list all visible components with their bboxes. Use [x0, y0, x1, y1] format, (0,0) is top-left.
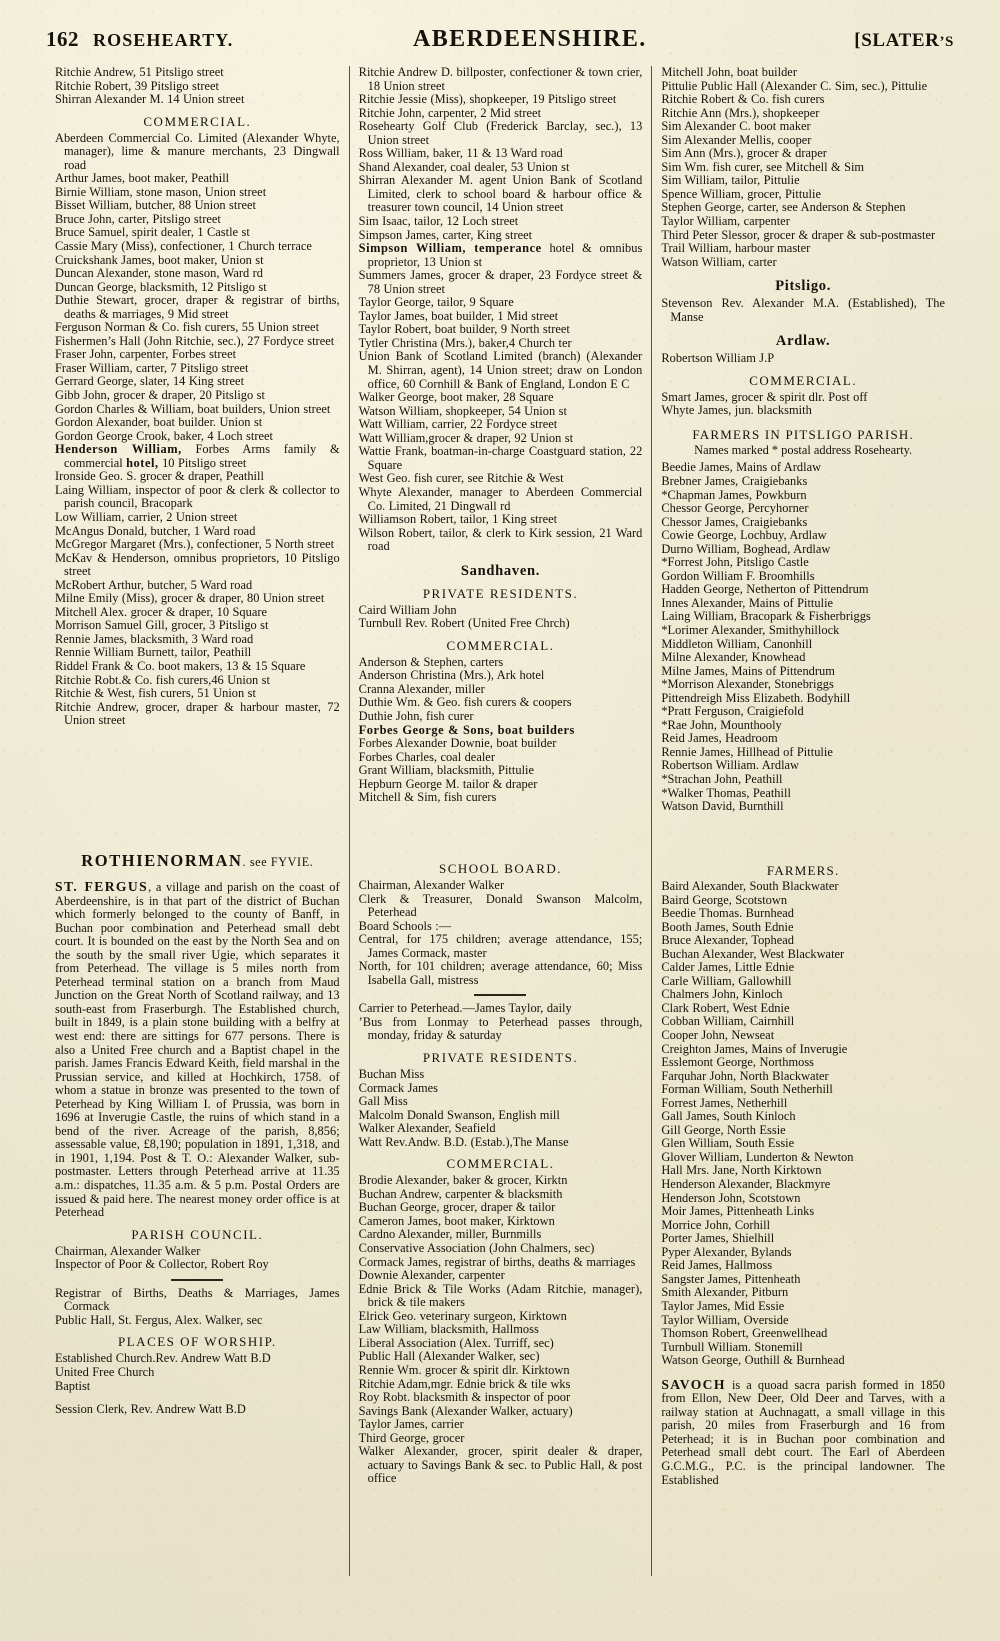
list-item: Malcolm Donald Swanson, English mill [358, 1107, 560, 1122]
list-item: Ritchie Andrew, grocer, draper & harbour master, 72 Union street [55, 699, 340, 728]
running-head-town: ROSEHEARTY. [93, 30, 234, 50]
rosehearty-commercial-list [55, 132, 340, 728]
list-item: Mitchell & Sim, fish curers [358, 790, 497, 805]
list-item: Mitchell Alex. grocer & draper, 10 Square [55, 604, 268, 619]
list-item: Ritchie Jessie (Miss), shopkeeper, 19 Pitsligo street [358, 92, 617, 107]
page-number: 162 [46, 27, 79, 51]
list-item: Liberal Association (Alex. Turriff, sec) [358, 1335, 554, 1350]
list-item: Anderson & Stephen, carters [358, 654, 504, 669]
rothienorman-cross-reference: . see FYVIE. [242, 855, 314, 869]
list-item: Bruce Samuel, spirit dealer, 1 Castle st [55, 225, 250, 240]
list-item: Stevenson Rev. Alexander M.A. (Established), The Manse [661, 296, 945, 324]
list-item: Inspector of Poor & Collector, Robert Roy [55, 1257, 269, 1272]
farmers-asterisk-note: Names marked * postal address Rosehearty. [694, 442, 913, 457]
list-item: Cobban William, Cairnhill [661, 1014, 795, 1029]
place-heading-ardlaw: Ardlaw. [775, 333, 831, 350]
ardlaw-commercial-list [661, 391, 945, 418]
simpson-name: Simpson William, temperance [358, 241, 542, 256]
list-item: Rennie James, blacksmith, 3 Ward road [55, 631, 254, 646]
bottom-column-3 [651, 836, 954, 1576]
list-item: Central, for 175 children; average attendance, 155; James Cormack, master [358, 932, 643, 960]
list-item: Sangster James, Pittenheath [661, 1271, 801, 1286]
list-item: Henderson Alexander, Blackmyre [661, 1177, 831, 1192]
list-item: Shirran Alexander M. agent Union Bank of Scotland Limited, clerk to school board & harbour office & treasurer town council, 14 Union street [358, 173, 643, 215]
list-item: Moir James, Pittenheath Links [661, 1204, 815, 1219]
list-item-simpson [359, 242, 643, 269]
list-item: Robertson William. Ardlaw [661, 758, 800, 773]
list-item-henderson [55, 443, 340, 470]
sandhaven-commercial-list [359, 656, 643, 805]
list-item: Cranna Alexander, miller [358, 681, 485, 696]
savoch-description [661, 1378, 945, 1487]
list-item: Union Bank of Scotland Limited (branch) (Alexander M. Shirran, agent), 14 Union street; draw on London office, 60 Cornhill & Bank of England, London E C [358, 349, 643, 391]
list-item: Durno William, Boghead, Ardlaw [661, 541, 831, 556]
list-item: Sim Ann (Mrs.), grocer & draper [661, 146, 827, 161]
list-item: Robertson William J.P [661, 351, 775, 366]
section-heading-farmers: FARMERS. [766, 863, 840, 878]
section-heading-commercial: COMMERCIAL. [446, 1156, 555, 1172]
list-item: Hall Mrs. Jane, North Kirktown [661, 1163, 822, 1178]
list-item: Pittendreigh Miss Elizabeth. Bodyhill [661, 690, 851, 705]
list-item: Laing William, Bracopark & Fisherbriggs [661, 609, 871, 624]
list-item: Baird Alexander, South Blackwater [661, 879, 839, 893]
spacer [661, 836, 945, 854]
list-item: Hadden George, Netherton of Pittendrum [661, 582, 869, 597]
list-item: Ross William, baker, 11 & 13 Ward road [358, 146, 563, 161]
list-item: Watt Rev.Andw. B.D. (Estab.),The Manse [358, 1134, 569, 1149]
list-item: Downie Alexander, carpenter [358, 1268, 505, 1283]
list-item: Third Peter Slessor, grocer & draper & sub-postmaster [661, 227, 936, 242]
list-item: Public Hall, St. Fergus, Alex. Walker, sec [55, 1312, 263, 1327]
list-item: West Geo. fish curer, see Ritchie & West [358, 471, 564, 486]
list-item: Carle William, Gallowhill [661, 973, 792, 988]
top-block [46, 66, 954, 836]
list-item: Cassie Mary (Miss), confectioner, 1 Church terrace [55, 239, 312, 254]
st-fergus-description [55, 880, 340, 1220]
list-item: Roy Robt. blacksmith & inspector of poor [358, 1390, 571, 1405]
list-item: Pyper Alexander, Bylands [661, 1244, 792, 1259]
list-item: Baird George, Scotstown [661, 892, 788, 907]
list-item: Watt William,grocer & draper, 92 Union st [358, 430, 574, 445]
list-item: Whyte Alexander, manager to Aberdeen Commercial Co. Limited, 21 Dingwall rd [358, 484, 643, 513]
list-item: Taylor Robert, boat builder, 9 North street [358, 322, 570, 337]
list-item: Rennie James, Hillhead of Pittulie [661, 744, 833, 759]
list-item: Cooper John, Newseat [661, 1028, 775, 1043]
top-column-3 [651, 66, 954, 836]
list-item: Arthur James, boot maker, Peathill [55, 171, 230, 186]
list-item: Thomson Robert, Greenwellhead [661, 1326, 828, 1341]
place-heading-sandhaven: Sandhaven. [460, 562, 541, 579]
place-heading-pitsligo: Pitsligo. [775, 278, 832, 295]
list-item: Ritchie & West, fish curers, 51 Union st [55, 686, 256, 701]
list-item: Ritchie Ann (Mrs.), shopkeeper [661, 105, 820, 120]
list-item: Gibb John, grocer & draper, 20 Pitsligo st [55, 388, 265, 403]
list-item: Bisset William, butcher, 88 Union street [55, 198, 257, 213]
list-item: *Pratt Ferguson, Craigiefold [661, 704, 804, 719]
list-item: Forrest James, Netherhill [661, 1095, 788, 1110]
list-item: Reid James, Hallmoss [661, 1258, 773, 1273]
list-item: Clerk & Treasurer, Donald Swanson Malcolm, Peterhead [358, 891, 643, 920]
list-item: Sim Alexander C. boot maker [661, 119, 811, 134]
list-item: Third George, grocer [358, 1430, 465, 1445]
list-item: Watson George, Outhill & Burnhead [661, 1353, 845, 1368]
top-column-2 [349, 66, 652, 836]
divider-rule [474, 994, 526, 996]
publisher-suffix: ’S [939, 34, 954, 50]
list-item: Duthie Wm. & Geo. fish curers & coopers [358, 695, 572, 710]
list-item: Forbes Alexander Downie, boat builder [358, 736, 557, 751]
list-item: Fishermen’s Hall (John Ritchie, sec.), 27 Fordyce street [55, 333, 335, 348]
list-item: Taylor William, carpenter [661, 214, 790, 229]
list-item: Bruce John, carter, Pitsligo street [55, 211, 221, 226]
section-heading-farmers-pitsligo: FARMERS IN PITSLIGO PARISH. [692, 426, 914, 442]
rosehearty-commercial-continued [359, 66, 643, 554]
list-item: Watson David, Burnthill [661, 799, 784, 814]
list-item: Williamson Robert, tailor, 1 King street [358, 512, 558, 527]
list-item: Rennie William Burnett, tailor, Peathill [55, 645, 252, 660]
pitsligo-farmers-list [661, 461, 945, 813]
list-item: Stephen George, carter, see Anderson & Stephen [661, 200, 906, 215]
section-heading-school-board: SCHOOL BOARD. [438, 861, 562, 876]
list-item: Chalmers John, Kinloch [661, 987, 783, 1002]
list-item: Whyte James, jun. blacksmith [661, 403, 812, 418]
list-item: Brodie Alexander, baker & grocer, Kirktn [358, 1173, 568, 1188]
list-item: Buchan George, grocer, draper & tailor [358, 1200, 556, 1215]
list-item: Gall James, South Kinloch [661, 1109, 796, 1124]
top-column-1 [46, 66, 349, 836]
list-item: Sim Isaac, tailor, 12 Loch street [358, 214, 519, 229]
list-item: Shand Alexander, coal dealer, 53 Union st [358, 159, 570, 174]
list-item: Hepburn George M. tailor & draper [358, 776, 538, 791]
list-item: Cardno Alexander, miller, Burnmills [358, 1227, 542, 1242]
list-item-forbes: Forbes George & Sons, boat builders [358, 722, 575, 737]
list-item: United Free Church [55, 1364, 155, 1379]
list-item: Turnbull Rev. Robert (United Free Chrch) [358, 616, 570, 631]
list-item: Duncan George, blacksmith, 12 Pitsligo st [55, 279, 267, 294]
list-item: *Morrison Alexander, Stonebriggs [661, 677, 834, 692]
section-heading-private-residents: PRIVATE RESIDENTS. [422, 585, 579, 601]
list-item: *Chapman James, Powkburn [661, 487, 807, 502]
list-item: Buchan Andrew, carpenter & blacksmith [358, 1186, 563, 1201]
list-item: Established Church.Rev. Andrew Watt B.D [55, 1351, 271, 1366]
st-fergus-commercial-list [359, 1174, 643, 1486]
list-item: Clark Robert, West Ednie [661, 1000, 790, 1015]
list-item: Anderson Christina (Mrs.), Ark hotel [358, 668, 545, 683]
list-item: Walker Alexander, grocer, spirit dealer & draper, actuary to Savings Bank & sec. to Public Hall, & post office [358, 1444, 643, 1486]
bracket-glyph: [ [854, 30, 862, 51]
list-item: McGregor Margaret (Mrs.), confectioner, 5 North street [55, 537, 335, 552]
list-item: Henderson John, Scotstown [661, 1190, 801, 1205]
list-item: North, for 101 children; average attendance, 60; Miss Isabella Gall, mistress [358, 959, 643, 987]
list-item: Watt William, carrier, 22 Fordyce street [358, 417, 558, 432]
list-item: Smart James, grocer & spirit dlr. Post off [661, 389, 868, 404]
henderson-name: Henderson William, [55, 442, 182, 457]
list-item: Porter James, Shielhill [661, 1231, 775, 1246]
list-item: Gall Miss [358, 1094, 408, 1109]
list-item: Aberdeen Commercial Co. Limited (Alexander Whyte, manager), lime & manure merchants, 23 Dingwall road [55, 130, 340, 172]
list-item: Cormack James [358, 1080, 439, 1095]
henderson-text-2: 10 Pitsligo street [158, 455, 247, 470]
list-item: Caird William John [358, 602, 457, 617]
list-item: Chessor James, Craigiebanks [661, 514, 808, 529]
list-item: Taylor William, Overside [661, 1312, 789, 1327]
list-item: Morrison Samuel Gill, grocer, 3 Pitsligo st [55, 618, 269, 633]
list-item: Innes Alexander, Mains of Pittulie [661, 595, 834, 610]
henderson-text-1: Forbes Arms family & commercial [64, 442, 340, 470]
list-item: McRobert Arthur, butcher, 5 Ward road [55, 577, 253, 592]
list-item: Wattie Frank, boatman-in-charge Coastguard station, 22 Square [358, 444, 643, 472]
list-item: Rennie Wm. grocer & spirit dlr. Kirktown [358, 1362, 570, 1377]
list-item: Watson William, shopkeeper, 54 Union st [358, 403, 567, 418]
running-head-left [46, 27, 233, 52]
list-item: Walker George, boot maker, 28 Square [358, 390, 554, 405]
rothienorman-name: ROTHIENORMAN [81, 851, 243, 870]
henderson-hotel: hotel, [126, 455, 159, 470]
list-item: Gordon William F. Broomhills [661, 568, 815, 583]
list-item: Ritchie Andrew, 51 Pitsligo street [55, 65, 224, 79]
list-item: Booth James, South Ednie [661, 919, 794, 934]
list-item: Milne Emily (Miss), grocer & draper, 80 Union street [55, 591, 325, 606]
section-heading-commercial: COMMERCIAL. [446, 637, 555, 653]
list-item: *Lorimer Alexander, Smithyhillock [661, 623, 840, 637]
list-item: Beedie James, Mains of Ardlaw [661, 460, 822, 475]
list-item: *Rae John, Mounthooly [661, 717, 782, 732]
list-item: Gerrard George, slater, 14 King street [55, 374, 245, 389]
running-head-county: ABERDEENSHIRE. [412, 26, 647, 52]
list-item: Smith Alexander, Pitburn [661, 1285, 789, 1300]
list-item: Savings Bank (Alexander Walker, actuary) [358, 1403, 573, 1418]
list-item: Ironside Geo. S. grocer & draper, Peathill [55, 469, 264, 484]
section-heading-parish-council: PARISH COUNCIL. [131, 1226, 264, 1242]
list-item: Laing William, inspector of poor & clerk & collector to parish council, Bracopark [55, 482, 340, 511]
session-clerk-entry: Session Clerk, Rev. Andrew Watt B.D [55, 1402, 246, 1417]
st-fergus-farmers-list [661, 880, 945, 1368]
list-item: Reid James, Headroom [661, 731, 778, 746]
list-item: Bruce Alexander, Tophead [661, 933, 794, 948]
list-item: Middleton William, Canonhill [661, 636, 813, 651]
list-item: Gill George, North Essie [661, 1122, 786, 1137]
list-item: Ritchie Robert, 39 Pitsligo street [55, 78, 219, 93]
list-item: Fraser John, carpenter, Forbes street [55, 347, 237, 362]
list-item: Cormack James, registrar of births, deaths & marriages [358, 1254, 636, 1269]
list-item: Mitchell John, boat builder [661, 65, 797, 79]
running-head [46, 0, 954, 66]
list-item: Elrick Geo. veterinary surgeon, Kirktown [358, 1308, 567, 1323]
list-item: Duthie John, fish curer [358, 708, 474, 723]
publisher-name: SLATER [861, 30, 940, 51]
list-item: Esslemont George, Northmoss [661, 1055, 815, 1070]
divider-rule [171, 1279, 223, 1281]
list-item: Milne Alexander, Knowhead [661, 650, 806, 665]
list-item: Riddel Frank & Co. boot makers, 13 & 15 Square [55, 658, 306, 673]
list-item: Milne James, Mains of Pittendrum [661, 663, 835, 678]
list-item: Watson William, carter [661, 254, 777, 269]
bottom-column-2 [349, 836, 652, 1576]
section-heading-commercial: COMMERCIAL. [143, 113, 252, 129]
st-fergus-name: ST. FERGUS [55, 879, 149, 894]
sandhaven-private-list [359, 604, 643, 631]
list-item: Taylor James, Mid Essie [661, 1298, 785, 1313]
list-item: Sim Alexander Mellis, cooper [661, 132, 812, 147]
list-item: Fraser William, carter, 7 Pitsligo street [55, 360, 249, 375]
spacer [359, 836, 643, 854]
list-item: *Forrest John, Pitsligo Castle [661, 555, 809, 570]
list-item: Tytler Christina (Mrs.), baker,4 Church ter [358, 335, 572, 350]
st-fergus-body: , a village and parish on the coast of Aberdeenshire, is in that part of the district of Buchan which formerly belonged to the county of Banff, in Buchan poor combination and Peterhead small debt court. It is bounded on the east by the North Sea and on the south by the small river Ugie, which separates it from Peterhead. The village is 5 miles north from Peterhead terminal station on a branch from Maud Junction on the Great North of Scotland railway, and 13 south-east from Fraserburgh. The Established church, built in 1849, is a plain stone building with a belfry at west end: there are sittings for 677 persons. There is also a United Free church and a Baptist chapel in the parish. James Francis Edward Keith, field marshal in the Prussian service, and killed at Hochkirch, 1758. of whom a statue in bronze was presented to the town of Peterhead by King William I. of Prussia, was born in 1696 at Inverugie Castle, the ruins of which stand in a bend of the river. Acreage of the parish, 8,856; assessable value, £8,190; population in 1891, 1,318, and in 1901, 1,194. Post & T. O.: Alexander Walker, sub-postmaster. Letters through Peterhead arrive at 11.35 a.m.: dispatches, 11.35 a.m. & 5 p.m. Postal Orders are issued & paid here. The nearest money order office is at Peterhead [55, 880, 340, 1220]
list-item: Sim Wm. fish curer, see Mitchell & Sim [661, 159, 865, 174]
list-item: Forbes Charles, coal dealer [358, 749, 495, 764]
list-item: Walker Alexander, Seafield [358, 1121, 496, 1136]
list-item: Duthie Stewart, grocer, draper & registrar of births, deaths & marriages, 9 Mid street [55, 293, 340, 321]
list-item: Gordon Alexander, boat builder. Union st [55, 415, 263, 430]
list-item: Gordon George Crook, baker, 4 Loch street [55, 428, 273, 443]
list-item: Pittulie Public Hall (Alexander C. Sim, sec.), Pittulie [661, 78, 928, 93]
list-item: *Walker Thomas, Peathill [661, 785, 791, 800]
list-item: Chairman, Alexander Walker [358, 878, 505, 892]
sandhaven-commercial-continued [661, 66, 945, 269]
running-head-publisher [854, 30, 954, 52]
list-item: Duncan Alexander, stone mason, Ward rd [55, 266, 264, 281]
place-heading-rothienorman [55, 852, 340, 871]
list-item: Conservative Association (John Chalmers, sec) [358, 1241, 595, 1256]
list-item: Chessor George, Percyhorner [661, 501, 809, 516]
list-item: Cameron James, boot maker, Kirktown [358, 1213, 555, 1228]
list-item: Spence William, grocer, Pittulie [661, 186, 821, 201]
list-item: Law William, blacksmith, Hallmoss [358, 1322, 539, 1337]
list-item: Wilson Robert, tailor, & clerk to Kirk session, 21 Ward road [358, 525, 643, 554]
list-item: Calder James, Little Ednie [661, 960, 795, 975]
list-item: Baptist [55, 1378, 91, 1393]
list-item: Buchan Miss [358, 1067, 425, 1082]
list-item: Ritchie John, carpenter, 2 Mid street [358, 105, 542, 120]
list-item: Simpson James, carter, King street [358, 227, 533, 242]
list-item: Ritchie Adam,mgr. Ednie brick & tile wks [358, 1376, 571, 1391]
section-heading-places-of-worship: PLACES OF WORSHIP. [118, 1334, 277, 1350]
list-item: Birnie William, stone mason, Union street [55, 184, 267, 199]
list-item: Taylor George, tailor, 9 Square [358, 295, 514, 310]
list-item: Summers James, grocer & draper, 23 Fordyce street & 78 Union street [358, 268, 643, 296]
list-item: Taylor James, carrier [358, 1417, 464, 1432]
list-item: Carrier to Peterhead.—James Taylor, daily [358, 1001, 572, 1016]
list-item: Turnbull William. Stonemill [661, 1339, 803, 1354]
list-item: Cowie George, Lochbuy, Ardlaw [661, 528, 827, 543]
savoch-body: is a quoad sacra parish formed in 1850 from Ellon, New Deer, Old Deer and Tarves, with a railway station at Auchnagatt, a small village in this parish, 20 miles from Fraserburgh and 16 from Peterhead; it is in Buchan poor combination and Peterhead small debt court. The Earl of Aberdeen G.C.M.G., P.C. is the principal landowner. The Established [661, 1377, 945, 1487]
list-item: Beedie Thomas. Burnhead [661, 906, 794, 921]
list-item: Brebner James, Craigiebanks [661, 473, 808, 488]
list-item: Farquhar John, North Blackwater [661, 1068, 829, 1083]
list-item: Chairman, Alexander Walker [55, 1243, 201, 1258]
list-item: Morrice John, Corhill [661, 1217, 771, 1232]
savoch-name: SAVOCH [661, 1376, 726, 1392]
list-item: *Strachan John, Peathill [661, 772, 783, 787]
bottom-block [46, 836, 954, 1576]
section-heading-commercial: COMMERCIAL. [749, 372, 858, 388]
list-item: Taylor James, boat builder, 1 Mid street [358, 308, 559, 323]
list-item: ’Bus from Lonmay to Peterhead passes through, monday, friday & saturday [358, 1014, 643, 1043]
list-item: Ritchie Robert & Co. fish curers [661, 92, 825, 107]
list-item: Ednie Brick & Tile Works (Adam Ritchie, manager), brick & tile makers [358, 1281, 643, 1310]
simpson-text: hotel & omnibus proprietor, 13 Union st [367, 241, 643, 269]
list-item: Gordon Charles & William, boat builders, Union street [55, 401, 331, 416]
list-item: Glover William, Lunderton & Newton [661, 1149, 854, 1164]
list-item: McAngus Donald, butcher, 1 Ward road [55, 523, 256, 538]
list-item: Low William, carrier, 2 Union street [55, 509, 238, 524]
list-item: Creighton James, Mains of Inverugie [661, 1041, 848, 1056]
list-item: Sim William, tailor, Pittulie [661, 173, 800, 188]
list-item: Shirran Alexander M. 14 Union street [55, 92, 245, 107]
list-item: Forman William, South Netherhill [661, 1082, 833, 1097]
list-item: Ferguson Norman & Co. fish curers, 55 Union street [55, 320, 320, 335]
list-item: Trail William, harbour master [661, 241, 811, 256]
list-item: Ritchie Robt.& Co. fish curers,46 Union st [55, 672, 270, 687]
list-item: McKav & Henderson, omnibus proprietors, 10 Pitsligo street [55, 550, 340, 579]
list-item: Board Schools :— [358, 918, 452, 933]
bottom-column-1 [46, 836, 349, 1576]
list-item: Glen William, South Essie [661, 1136, 795, 1151]
section-heading-private-residents: PRIVATE RESIDENTS. [422, 1050, 579, 1066]
list-item: Public Hall (Alexander Walker, sec) [358, 1349, 540, 1364]
rosehearty-residents-tail [55, 66, 340, 107]
list-item: Buchan Alexander, West Blackwater [661, 946, 845, 961]
list-item: Registrar of Births, Deaths & Marriages, James Cormack [55, 1285, 340, 1314]
list-item: Grant William, blacksmith, Pittulie [358, 763, 535, 778]
list-item: Rosehearty Golf Club (Frederick Barclay, sec.), 13 Union street [358, 119, 643, 147]
list-item: Cruickshank James, boot maker, Union st [55, 252, 264, 267]
list-item: Ritchie Andrew D. billposter, confectioner & town crier, 18 Union street [358, 65, 643, 93]
